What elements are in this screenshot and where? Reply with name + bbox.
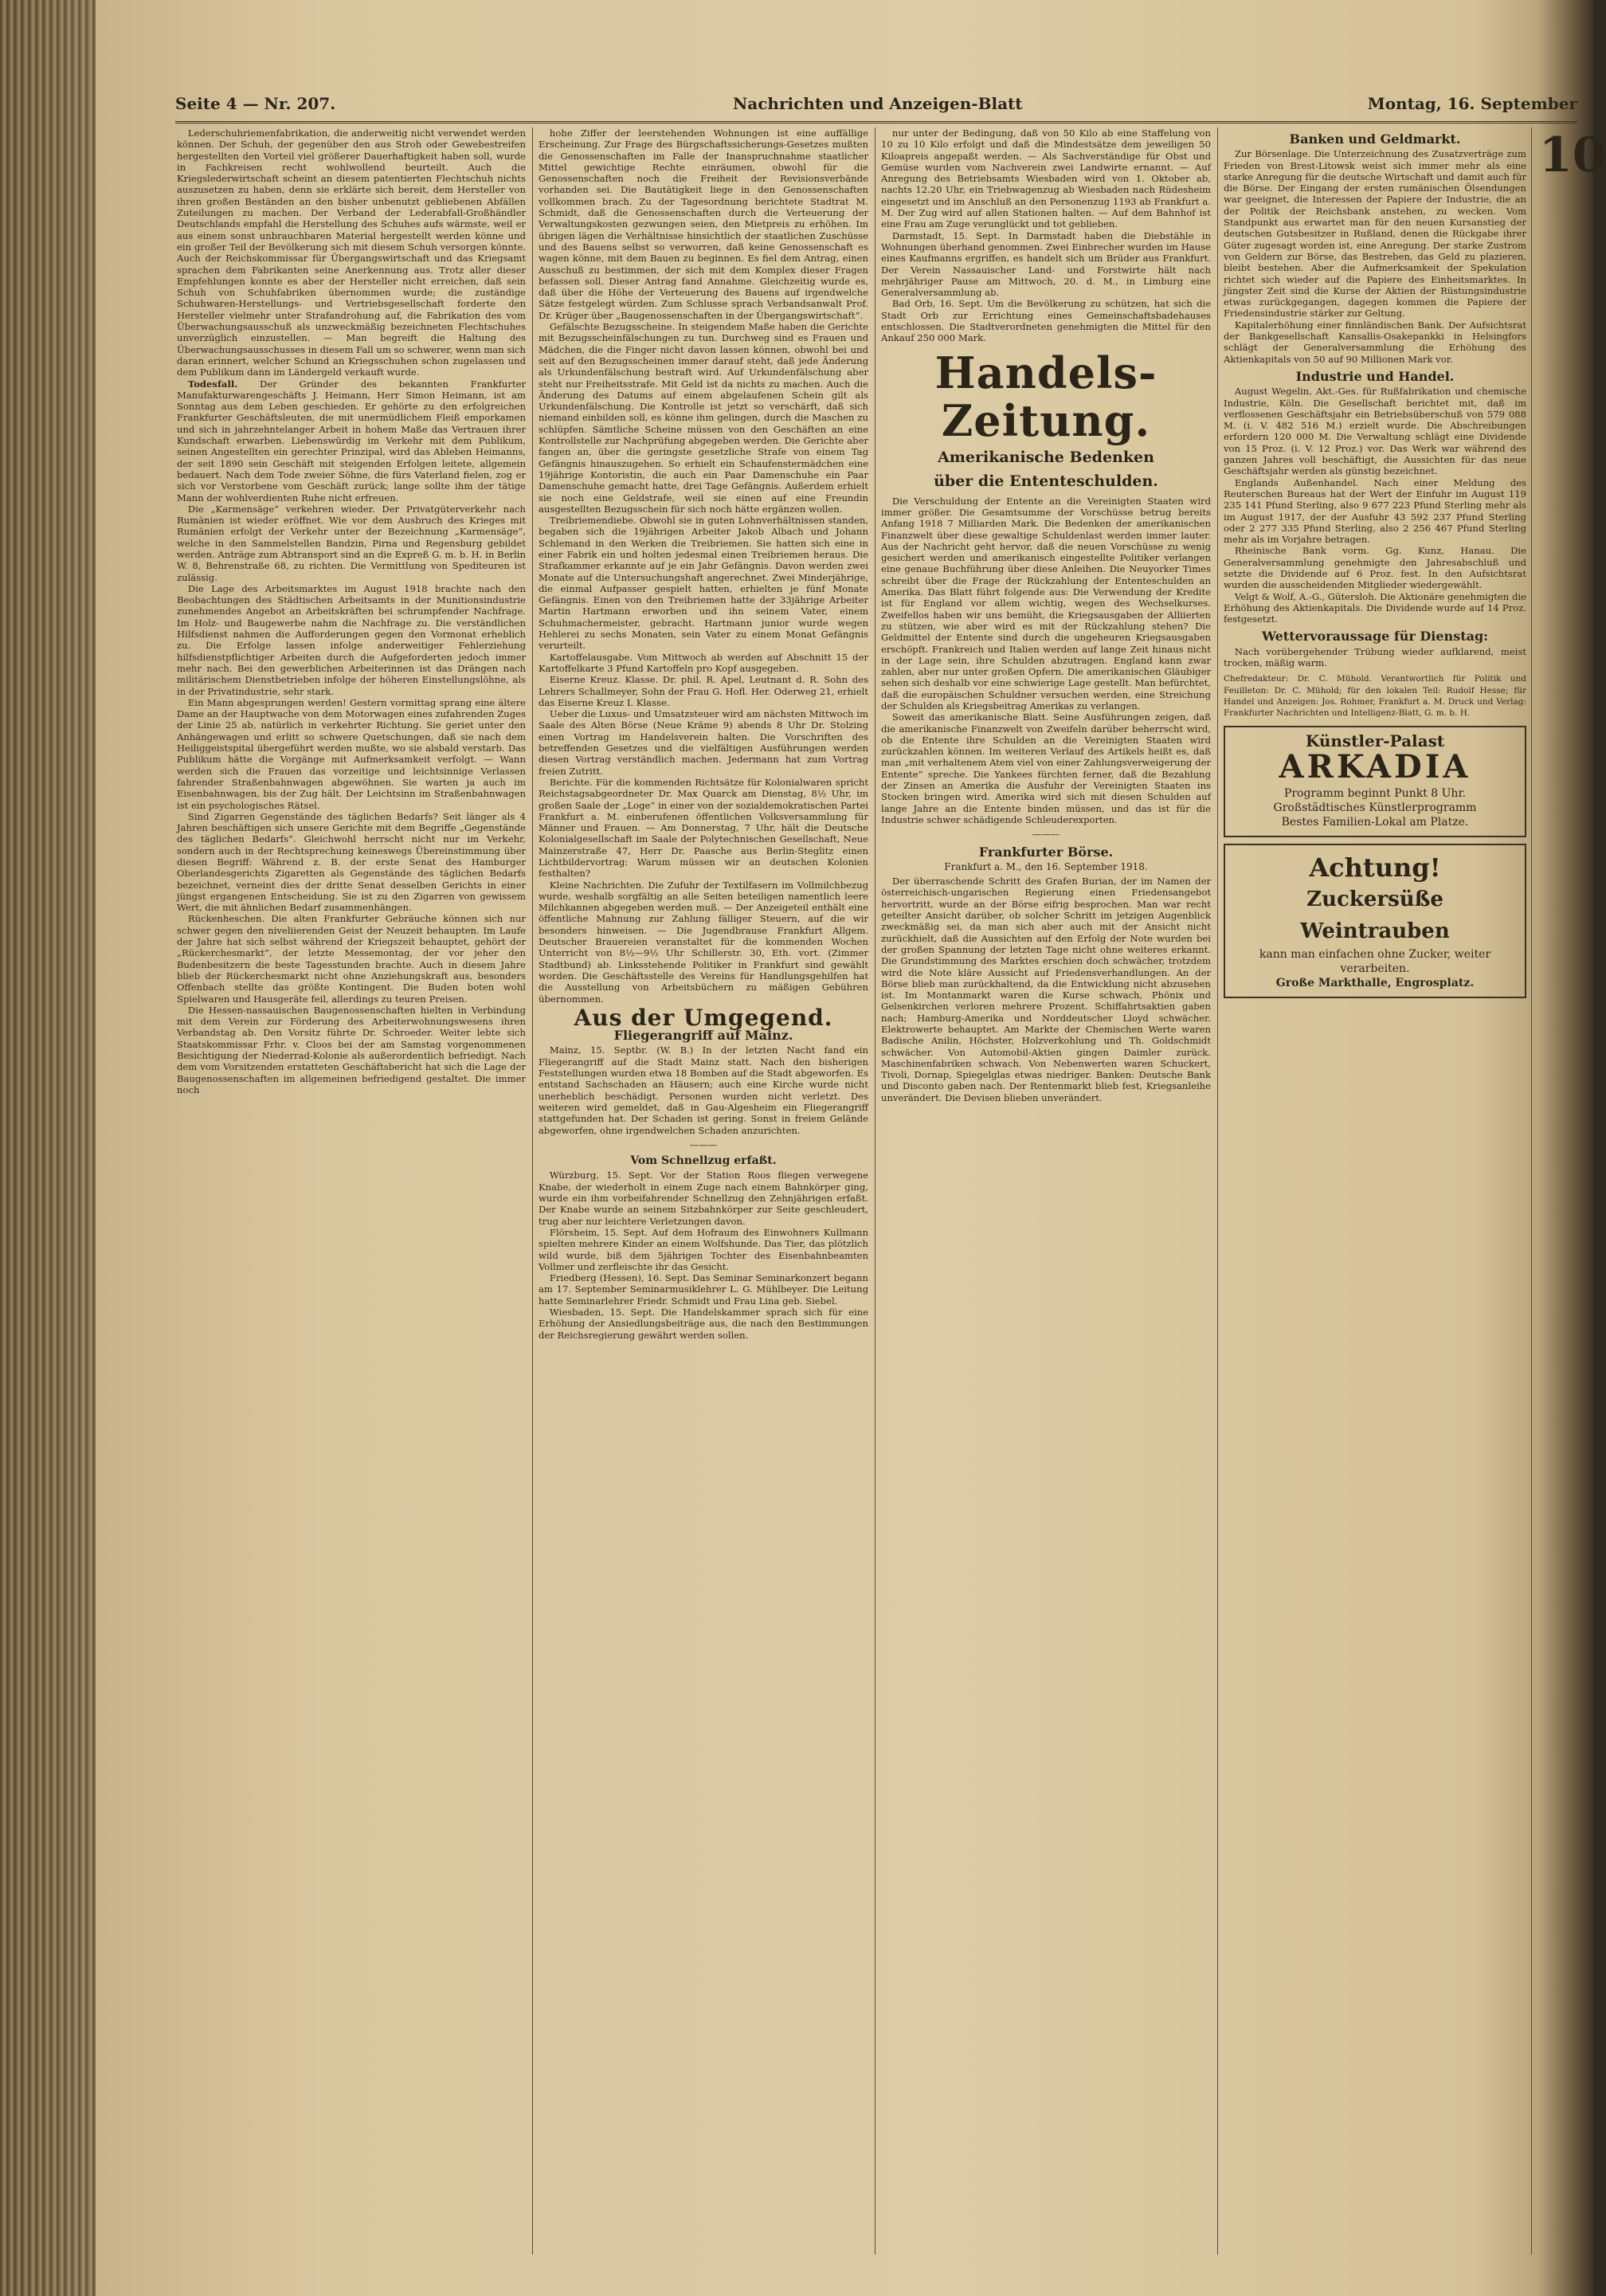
article-text: Mainz, 15. Septbr. (W. B.) In der letzten Nacht fand ein Fliegerangriff auf die Stadt Mainz statt. Nach den bisherigen Feststellungen wurden etwa 18 Bomben auf die Stadt abgeworfen. Es entstand Sachschaden an Häusern; auch eine Kirche wurde nicht unerheblich beschädigt. Personen wurden nicht verletzt. Des weiteren wird gemeldet, daß in Gau-Algesheim ein Fliegerangriff stattgefunden hat. Der Schaden ist gering. Sonst in freiem Gelände abgeworfen, ohne irgendwelchen Schaden anzurichten. (539, 1044, 868, 1136)
article-heading: über die Ententeschulden. (934, 472, 1158, 490)
adjacent-page-fragment (1539, 127, 1606, 2199)
article-text: Englands Außenhandel. Nach einer Meldung des Reuterschen Bureaus hat der Wert der Einfuhr im August 119 235 141 Pfund Sterling, also 9 677 223 Pfund Sterling mehr als im August 1917, der der Ausfuhr 43 592 237 Pfund Sterling oder 2 277 335 Pfund Sterling, also 2 256 467 Pfund Sterling mehr als im Vorjahre betragen. (1224, 476, 1526, 546)
article-text: Der überraschende Schritt des Grafen Burian, der im Namen der österreichisch-ungarischen Regierung einen Friedensangebot hervortritt, wurde an der Börse eifrig besprochen. Man war recht geteilter Ansicht darüber, ob solcher Schritt im jetzigen Augenblick zweckmäßig sei, da man sich aber auch mit der Ansicht nicht zurückhielt, daß die Aussichten auf den Erfolg der Note wurden bei der großen Spannung der letzten Tage nicht ohne weiteres erkannt. Die Grundstimmung des Marktes erschien doch schwächer, trotzdem wird die Note kläre Aussicht auf Friedensverhandlungen. An der Börse blieb man zurückhaltend, da die Entwicklung nicht abzusehen ist. Im Montanmarkt waren die Kurse schwach, Phönix und Gelsenkirchen verloren mehrere Prozent. Schiffahrtsaktien gaben nach; Hamburg-Amerika und Norddeutscher Lloyd schwächer. Elektrowerte behauptet. Am Markte der Chemischen Werte waren Badische Anilin, Höchster, Holzverkohlung und Th. Goldschmidt schwächer. Von Automobil-Aktien gingen Daimler zurück. Maschinenfabriken schwach. Von Nebenwerten waren Schuckert, Tivoli, Dornap, Spiegelglas etwas niedriger. Banken: Deutsche Bank und Disconto gaben nach. Der Rentenmarkt blieb fest, Kriegsanleihe unverändert. Die Devisen blieben unverändert. (881, 876, 1211, 1103)
article-text: Sind Zigarren Gegenstände des täglichen Bedarfs? Seit länger als 4 Jahren beschäftigen sich unsere Gerichte mit dem Begriffe „Gegenstände des täglichen Bedarfs“. Gleichwohl herrscht nicht nur im Verkehr, sondern auch in der Rechtsprechung keineswegs Übereinstimmung über diesen Begriff: Während z. B. der erste Senat des Hamburger Oberlandesgerichts Zigaretten als Gegenstände des täglichen Bedarfs bezeichnet, verneint dies der dritte Senat desselben Gerichts in einer jüngst ergangenen Entscheidung. Sie ist zu den Zigarren von gewissem Wert, die mit ähnlichen Bedarf zusammenhängen. (177, 810, 526, 914)
ad-title: Künstler-Palast (1305, 731, 1445, 750)
ad-line: Großstädtisches Künstlerprogramm (1273, 801, 1477, 814)
page-header (175, 89, 1577, 123)
imprint: Chefredakteur: Dr. C. Mühold. Verantwortlich für Politik und Feuilleton: Dr. C. Mühold; für den lokalen Teil: Rudolf Hesse; für Handel und Anzeigen: Jos. Rohmer, Frankfurt a. M. Druck und Verlag: Frankfurter Nachrichten und Intelligenz-Blatt, G. m. b. H. (1224, 674, 1526, 719)
weather-text: Nach vorübergehender Trübung wieder aufklarend, meist trocken, mäßig warm. (1224, 645, 1526, 669)
section-heading-umgebung: Aus der Umgegend. (574, 1004, 833, 1031)
ad-line: kann man einfachen ohne Zucker, weiter verarbeiten. (1259, 947, 1491, 975)
ad-brand: ARKADIA (1279, 747, 1471, 786)
article-body: Der Gründer des bekannten Frankfurter Manufakturwarengeschäfts J. Heimann, Herr Simon Heimann, ist am Sonntag aus dem Leben geschieden. Er gehörte zu den erfolgreichen Frankfurter Geschäftsleuten, die mit unermüdlichem Fleiß emporkamen und sich in jahrzehntelanger Arbeit in hohem Maße das Vertrauen ihrer Kundschaft erwarben. Liebenswürdig im Verkehr mit dem Publikum, seinen Angestellten ein gerechter Prinzipal, wird das Ableben Heimanns, der seit 1890 sein Geschäft mit steigenden Erfolgen leitete, allgemein bedauert. Nach dem Tode zweier Söhne, die fürs Vaterland fielen, zog er sich vor Verstorbene vom Geschäft zurück; lange sollte ihm der tätige Mann der wohlverdienten Ruhe nicht erfreuen. (177, 378, 527, 503)
article-text (177, 378, 526, 503)
article-text: Friedberg (Hessen), 16. Sept. Das Seminar Seminarkonzert begann am 17. September Seminarmusiklehrer L. G. Mühlbeyer. Die Leitung hatte Seminarlehrer Friedr. Schmidt und Frau Lina geb. Siebel. (539, 1272, 868, 1307)
article-text: hohe Ziffer der leerstehenden Wohnungen ist eine auffällige Erscheinung. Zur Frage des Bürgschaftssicherungs-Gesetzes mußten die Genossenschaften im Falle der Inanspruchnahme staatlicher Mittel gewichtige Rechte einräumen, obwohl für die Genossenschaften noch die Freiheit der Revisionsverbände vorhanden sei. Die Bautätigkeit liege in den Genossenschaften vollkommen brach. Zu der Tagesordnung berichtete Stadtrat M. Schmidt, daß die Genossenschaften durch die Verteuerung der Verwaltungskosten gezwungen seien, den Mietpreis zu erhöhen. Im übrigen lägen die Verhältnisse hinsichtlich der staatlichen Zuschüsse und des Bauens selbst so verworren, daß keine Genossenschaft es wagen könne, mit dem Bauen zu beginnen. Es fiel dem Antrag, einen Ausschuß zu bestimmen, der sich mit dem Komplex dieser Fragen befassen soll. Dieser Antrag fand Annahme. Gleichzeitig wurde es, daß über die Höhe der Verteuerung des Bauens auf irgendwelche Sätze festgelegt würden. Zum Schlusse sprach Verbandsanwalt Prof. Dr. Krüger über „Baugenossenschaften in der Übergangswirtschaft“. (539, 127, 868, 321)
header-masthead: Nachrichten und Anzeigen-Blatt (733, 94, 1023, 113)
article-text: Die Hessen-nassauischen Baugenossenschaften hielten in Verbindung mit dem Verein zur Förderung des Arbeiterwohnungswesens ihren Verbandstag ab. Den Vorsitz führte Dr. Schroeder. Weiter lebte sich Staatskommissar Frhr. v. Cloos bei der am Samstag vorgenommenen Besichtigung der Niederrad-Kolonie als außerordentlich befriedigt. Nach dem vom Vorsitzenden erstatteten Geschäftsbericht hat sich die Lage der Baugenossenschaften im allgemeinen befriedigend gestaltet. Die immer noch (177, 1004, 526, 1095)
book-spine (0, 0, 96, 2296)
article-text: Die Lage des Arbeitsmarktes im August 1918 brachte nach den Beobachtungen des Städtischen Arbeitsamts in der Munitionsindustrie zunehmendes Angebot an Arbeitskräften bei schrumpfender Nachfrage. Im Holz- und Baugewerbe nahm die Nachfrage zu. Die verständlichen Hilfsdienst nahmen die Aufforderungen gegen den Vormonat erheblich zu. Die Erfolge lassen infolge anderweitiger Fehlerziehung hilfsdienstpflichtiger Arbeiten durch die Aufgeforderten jedoch immer mehr nach. Bei den gewerblichen Arbeiterinnen ist das Drängen nach militärischem Dienstbetrieben infolge der höheren Einstellungslöhne, als in der Privatindustrie, sehr stark. (177, 582, 526, 697)
article-text: Flörsheim, 15. Sept. Auf dem Hofraum des Einwohners Kullmann spielten mehrere Kinder an einem Wolfshunde. Das Tier, das plötzlich wild wurde, biß dem 5jährigen Tochter des Eisenbahnbeamten Vollmer und zerfleischte ihr das Gesicht. (539, 1226, 868, 1272)
article-text: Die „Karmensäge“ verkehren wieder. Der Privatgüterverkehr nach Rumänien ist wieder eröffnet. Wie vor dem Ausbruch des Krieges mit Rumänien erfolgt der Verkehr unter der Bezeichnung „Karmensäge“, welche in den Sammelstellen Bandzin, Pirna und Regensburg gebildet werden. Anträge zum Abtransport sind an die Expreß G. m. b. H. in Berlin W. 8, Behrenstraße 68, zu richten. Die Vermittlung von Spediteuren ist zulässig. (177, 503, 526, 583)
section-title-handels-zeitung: Handels-Zeitung. (934, 347, 1157, 446)
dateline: Frankfurt a. M., den 16. September 1918. (944, 860, 1148, 872)
divider: ——— (689, 1138, 718, 1150)
article-text: Kapitalerhöhung einer finnländischen Bank. Der Aufsichtsrat der Bankgesellschaft Kansallis-Osakepankki in Helsingfors schlägt der Generalversammlung die Erhöhung des Aktienkapitals von 50 auf 90 Millionen Mark vor. (1224, 319, 1526, 365)
article-text: Ueber die Luxus- und Umsatzsteuer wird am nächsten Mittwoch im Saale des Alten Börse (Neue Kräme 9) abends 8 Uhr Dr. Stolzing einen Vortrag im Handelsverein halten. Die Vorschriften des betreffenden Gesetzes und die vielfältigen Ausführungen werden diesen Vortrag verständlich machen. Jedermann hat zum Vortrag freien Zutritt. (539, 708, 868, 777)
column-rule (532, 127, 533, 2255)
section-heading-banken: Banken und Geldmarkt. (1289, 131, 1461, 147)
column-1 (177, 127, 526, 2263)
article-heading-boerse: Frankfurter Börse. (978, 844, 1114, 860)
article-text: Velgt & Wolf, A.-G., Gütersloh. Die Aktionäre genehmigten die Erhöhung des Aktienkapitals. Die Dividende wurde auf 14 Proz. festgesetzt. (1224, 590, 1526, 625)
article-text: Berichte. Für die kommenden Richtsätze für Kolonialwaren spricht Reichstagsabgeordneter Dr. Max Quarck am Dienstag, 8½ Uhr, im großen Saale der „Loge“ in einer von der sozialdemokratischen Partei Frankfurt a. M. einberufenen öffentlichen Volksversammlung für Männer und Frauen. — Am Donnerstag, 7 Uhr, hält die Deutsche Kolonialgesellschaft im Saale der Polytechnischen Gesellschaft, Neue Mainzerstraße 47, Herr Dr. Paasche aus Berlin-Steglitz einen Lichtbildervortrag: Warum müssen wir an deutschen Kolonien festhalten? (539, 776, 868, 880)
advertisement-arkadia (1224, 726, 1526, 837)
article-text: Lederschuhriemenfabrikation, die anderweitig nicht verwendet werden können. Der Schuh, der gegenüber den aus Stroh oder Gewebestreifen hergestellten den Vorteil viel größerer Dauerhaftigkeit haben soll, wurde in Fachkreisen recht wohlwollend beurteilt. Auch die Kriegslederwirtschaft scheint an diesem patentierten Flechtschuh nichts auszusetzen zu haben, denn sie erklärte sich bereit, dem Hersteller von ihren großen Beständen an den bisher unbenutzt gebliebenen Abfällen Zuteilungen zu machen. Der Verband der Lederabfall-Großhändler Deutschlands empfahl die Herstellung des Schuhes aufs wärmste, weil er aus einem sonst unbrauchbaren Material hergestellt werden könne und ein großer Teil der Bevölkerung sich mit diesem Schuh versorgen könnte. Auch der Reichskommissar für Übergangswirtschaft und das Kriegsamt sprachen dem Fabrikanten seine Anerkennung aus. Trotz aller dieser Empfehlungen konnte es aber der Hersteller nicht erreichen, daß sein Schuh von Schuhfabriken übernommen wurde; die zuständige Schuhwaren-Herstellungs- und Vertriebsgesellschaft forderte den Hersteller vielmehr unter Strafandrohung auf, die Fabrikation des vom Überwachungsausschuß als unzweckmäßig bezeichneten Flechtschuhes unverzüglich einzustellen. — Man begreift die Haltung des Überwachungsausschusses in diesem Fall um so schwerer, wenn man sich daran erinnert, welcher Schund an Kriegsschuhen schon zugelassen und dem Publikum dann im Ländergeld verkauft wurde. (177, 127, 526, 378)
article-text: Kartoffelausgabe. Vom Mittwoch ab werden auf Abschnitt 15 der Kartoffelkarte 3 Pfund Kartoffeln pro Kopf ausgegeben. (539, 651, 868, 674)
article-text: Wiesbaden, 15. Sept. Die Handelskammer sprach sich für eine Erhöhung der Ansiedlungsbeiträge aus, die nach den Bestimmungen der Reichsregierung gewährt werden sollen. (539, 1306, 868, 1341)
column-2 (539, 127, 868, 2263)
article-heading: Amerikanische Bedenken (938, 448, 1154, 466)
article-text: Darmstadt, 15. Sept. In Darmstadt haben die Diebstähle in Wohnungen überhand genommen. Zwei Einbrecher wurden im Hause eines Kaufmanns ergriffen, es handelt sich um Brüder aus Frankfurt. Der Verein Nassauischer Land- und Forstwirte hält nach mehrjähriger Pause am Mittwoch, 20. d. M., in Limburg eine Generalversammlung ab. (881, 229, 1211, 299)
column-rule (1531, 127, 1532, 2255)
section-heading-industrie: Industrie und Handel. (1295, 368, 1455, 384)
article-text: nur unter der Bedingung, daß von 50 Kilo ab eine Staffelung von 10 zu 10 Kilo erfolgt und daß die Mindestsätze dem jeweiligen 50 Kiloapreis angepaßt werden. — Als Sachverständige für Obst und Gemüse wurden vom Nachverein zwei Landwirte ernannt. — Auf Anregung des Betriebsamts Wiesbaden wird von 1. Oktober ab, nachts 12.20 Uhr, ein Triebwagenzug ab Wiesbaden nach Rüdesheim eingesetzt und im Anschluß an den Personenzug 1193 ab Frankfurt a. M. Der Zug wird auf allen Stationen halten. — Auf dem Bahnhof ist eine Frau am Zuge verunglückt und tot geblieben. (881, 127, 1211, 230)
header-date: Montag, 16. September (1367, 94, 1577, 113)
ad-title: Achtung! (1309, 852, 1441, 883)
article-text: Kleine Nachrichten. Die Zufuhr der Textilfasern im Vollmilchbezug wurde, weshalb sorgfältig an alle Seiten beteiligen namentlich leere Milchkannen abgegeben werden muß. — Der Anzeigeteil enthält eine öffentliche Mahnung zur Zahlung fälliger Steuern, auf die wir besonders hinweisen. — Die Jugendbrause Frankfurt Allgem. Deutscher Brauereien veranstaltet für die kommenden Wochen Unterricht von 8½—9½ Uhr Schillerstr. 30, Eth. vort. (Zimmer Stadtbund) ab. Linksstehende Politiker in Frankfurt sind gewählt worden. Die Geschäftsstelle des Vereins für Handlungsgehilfen hat die Ausstellung von Arbeitsbüchern zu mäßigen Gebühren übernommen. (539, 879, 868, 1005)
ad-line: Programm beginnt Punkt 8 Uhr. (1283, 786, 1467, 800)
column-4 (1224, 127, 1526, 2263)
fragment-number: 10 (1539, 127, 1606, 183)
header-page-number: Seite 4 — Nr. 207. (175, 94, 336, 113)
article-heading: Todesfall. (187, 378, 238, 390)
article-text: Rückenheschen. Die alten Frankfurter Gebräuche können sich nur schwer gegen den niveliierenden Geist der Neuzeit behaupten. Im Laufe der Jahre hat sich selbst während der Kriegszeit behauptet, gehört der „Rückerchesmarkt“, der letzte Messemontag, der vor jeher den Budenbesitzern die beste Tagesstunden brachte. Auch in diesem Jahre blieb der Rückerchesmarkt nicht ohne Anziehungskraft aus, besonders Offenbach stellte das größte Kontingent. Die Buden boten wohl Spielwaren und Hausgeräte feil, allerdings zu teuren Preisen. (177, 913, 526, 1005)
article-text: Eiserne Kreuz. Klasse. Dr. phil. R. Apel, Leutnant d. R. Sohn des Lehrers Schallmeyer, Sohn der Frau G. Hofl. Her. Oderweg 21, erhielt das Eiserne Kreuz I. Klasse. (539, 674, 868, 708)
ad-headline: Zuckersüße Weintrauben (1300, 887, 1450, 943)
article-text: Rheinische Bank vorm. Gg. Kunz, Hanau. Die Generalversammlung genehmigte den Jahresabschluß und setzte die Dividende auf 6 Proz. fest. In den Aufsichtsrat wurden die ausscheidenden Mitglieder wiedergewählt. (1224, 545, 1526, 591)
article-heading-schnellzug: Vom Schnellzug erfaßt. (630, 1154, 777, 1168)
article-text: Zur Börsenlage. Die Unterzeichnung des Zusatzverträge zum Frieden von Brest-Litowsk weist sich immer mehr als eine starke Anregung für die deutsche Wirtschaft und damit auch für die Börse. Der Eingang der ersten rumänischen Ölsendungen war geeignet, die Interessen der Papiere der Industrie, die an der Politik der Reichsbank anstehen, zu wecken. Vom Standpunkt aus erwartet man für den neuen Kursanstieg der deutschen Gutsbesitzer in Rußland, denen die Rückgabe ihrer Güter zugesagt worden ist, eine Anregung. Der starke Zustrom von Geldern zur Börse, das Bestreben, das Geld zu plazieren, bleibt bestehen. Aber die Aufmerksamkeit der Spekulation richtet sich wieder auf die Papiere des Einheitsmarktes. In jüngster Zeit sind die Kurse der Aktien der Rüstungsindustrie etwas zurückgegangen, dagegen kommen die Papiere der Friedensindustrie stärker zur Geltung. (1224, 148, 1526, 319)
article-text: Ein Mann abgesprungen werden! Gestern vormittag sprang eine ältere Dame an der Hauptwache von dem Motorwagen eines zufahrenden Zuges der Linie 25 ab, natürlich in verkehrter Richtung. Sie geriet unter den Anhängewagen und erlitt so schwere Quetschungen, daß sie nach dem Heiliggeistspital übergeführt werden mußte, wo sie alsbald verstarb. Das Publikum hätte die Vorgänge mit Aufmerksamkeit verfolgt. — Wann werden sich die Frauen das vorzeitige und leichtsinnige Verlassen fahrender Straßenbahnwagen abgewöhnen. Sie warten ja auch im Eisenbahnwagen, bis der Zug hält. Der Leichtsinn im Straßenbahnwagen ist ein psychologisches Rätsel. (177, 696, 526, 811)
divider: ——— (1032, 829, 1060, 840)
article-heading-mainz: Fliegerangriff auf Mainz. (613, 1028, 793, 1044)
article-text: Treibriemendiebe. Obwohl sie in guten Lohnverhältnissen standen, begaben sich die 19jährigen Arbeiter Jakob Albach und Johann Schlemand in den Werken die Treibriemen. Sie hatten sich eine in einer Fabrik ein und holten jedesmal einen Treibriemen heraus. Die Strafkammer erkannte auf je ein Jahr Gefängnis. Davon werden zwei Monate auf die Untersuchungshaft angerechnet. Zwei Minderjährige, die einmal Aufpasser gespielt hatten, erhielten je fünf Monate Gefängnis. Einen von den Treibriemen hatte der 33jährige Arbeiter Martin Hartmann erworben und ihn seinem Vater, einem Schuhmachermeister, gebracht. Hartmann junior wurde wegen Hehlerei zu sechs Monaten, sein Vater zu einem Monat Gefängnis verurteilt. (539, 515, 868, 652)
article-text: Bad Orb, 16. Sept. Um die Bevölkerung zu schützen, hat sich die Stadt Orb zur Errichtung eines Gemeinschaftsbadehauses entschlossen. Die Stadtverordneten genehmigten die Mittel für den Ankauf 250 000 Mark. (881, 298, 1211, 344)
article-text: Soweit das amerikanische Blatt. Seine Ausführungen zeigen, daß die amerikanische Finanzwelt von Zweifeln darüber beherrscht wird, ob die Entente ihre Schulden an die Vereinigten Staaten wird zurückzahlen können. Im weiteren Verlauf des Artikels heißt es, daß man „mit verhaltenem Atem viel von einer Zahlungsverweigerung der Entente“ spreche. Die Yankees fürchten ferner, daß die Bezahlung der Zinsen an Amerika die Ausfuhr der Vereinigten Staaten ins Stocken bringen wird. Amerika wird sich mit diesen Schulden auf lange Jahre an die Entente binden müssen, und das ist für die Industrie schwer schädigende Schleuderexporten. (881, 711, 1211, 825)
column-rule (1217, 127, 1218, 2255)
column-3 (881, 127, 1211, 2263)
article-text: August Wegelin, Akt.-Ges. für Rußfabrikation und chemische Industrie, Köln. Die Gesellschaft berichtet mit, daß im verflossenen Geschäftsjahr ein Betriebsüberschuß von 579 088 M. (i. V. 482 516 M.) erzielt wurde. Die Abschreibungen erfordern 120 000 M. Die Verwaltung schlägt eine Dividende von 15 Proz. (i. V. 12 Proz.) vor. Das Werk war während des ganzen Jahres voll beschäftigt, die Aussichten für das neue Geschäftsjahr werden als günstig bezeichnet. (1224, 386, 1526, 477)
article-text: Die Verschuldung der Entente an die Vereinigten Staaten wird immer größer. Die Gesamtsumme der Vorschüsse betrug bereits Anfang 1918 7 Milliarden Mark. Die Bedenken der amerikanischen Finanzwelt über diese gewaltige Schuldenlast werden immer lauter. Aus der Nachricht geht hervor, daß die neuen Vorschüsse zu wenig gesichert werden und amerikanisch eingestellte Politiker verlangen eine genaue Buchführung über diese Anleihen. Die Neuyorker Times schreibt über die Frage der Rückzahlung der Ententeschulden an Amerika. Das Blatt führt folgende aus: Die Verwendung der Kredite ist für England vor allem wichtig, wegen des Wechselkurses. Zweifellos haben wir uns bemüht, die Kriegsausgaben der Alliierten zu stützen, wie aber wird es mit der Rückzahlung stehen? Die Geldmittel der Entente sind durch die ungeheuren Kriegsausgaben erschöpft. Frankreich und Italien werden auf lange Zeit hinaus nicht in der Lage sein, ihre Schulden abzutragen. England kann zwar zahlen, aber nur unter großen Opfern. Die amerikanischen Gläubiger sehen sich deshalb vor eine schwierige Lage gestellt. Man befürchtet, daß die europäischen Schuldner versuchen werden, eine Streichung der Schulden als Kriegsbeitrag Amerikas zu verlangen. (881, 495, 1211, 711)
article-text: Gefälschte Bezugsscheine. In steigendem Maße haben die Gerichte mit Bezugsscheinfälschungen zu tun. Durchweg sind es Frauen und Mädchen, die die Finger nicht davon lassen können, obwohl bei und seit auf den Bezugsscheinen immer darauf steht, daß jede Änderung als Urkundenfälschung bestraft wird. Auf Urkundenfälschung aber steht nur Freiheitsstrafe. Mit Geld ist da nichts zu machen. Auch die Änderung des Datums auf einem abgelaufenen Schein gilt als Urkundenfälschung. Die Kontrolle ist jetzt so verschärft, daß sich niemand einbilden soll, es könne ihm gelingen, durch die Maschen zu schlüpfen. Sämtliche Scheine müssen von den Geschäften an eine Kontrollstelle zur Nachprüfung abgegeben werden. Die Gerichte aber fangen an, über die geringste gesetzliche Strafe von einem Tag Gefängnis hinauszugehen. So erhielt ein Schaufenstermädchen eine 19jährige Kontoristin, die auch ein Paar Damenschuhe ein Paar Damenschuhe gemacht hatte, drei Tage Gefängnis. Außerdem erhielt sie noch eine Geldstrafe, weil sie einen auf eine Freundin ausgestellten Bezugsschein für sich noch hätte ergänzen wollen. (539, 321, 868, 515)
article-text: Würzburg, 15. Sept. Vor der Station Roos fliegen verwegene Knabe, der wiederholt in einem Zuge nach einem Bahnkörper ging, wurde ein ihm vorbeifahrender Schnellzug den Zehnjährigen erfaßt. Der Knabe wurde an seinem Sitzbahnkörper zur Seite geschleudert, trug aber nur leichtere Verletzungen davon. (539, 1170, 868, 1227)
advertisement-weintrauben (1224, 844, 1526, 998)
ad-line: Große Markthalle, Engrosplatz. (1275, 976, 1475, 989)
section-heading-wetter: Wettervoraussage für Dienstag: (1261, 629, 1489, 645)
ad-line: Bestes Familien-Lokal am Platze. (1281, 815, 1469, 829)
